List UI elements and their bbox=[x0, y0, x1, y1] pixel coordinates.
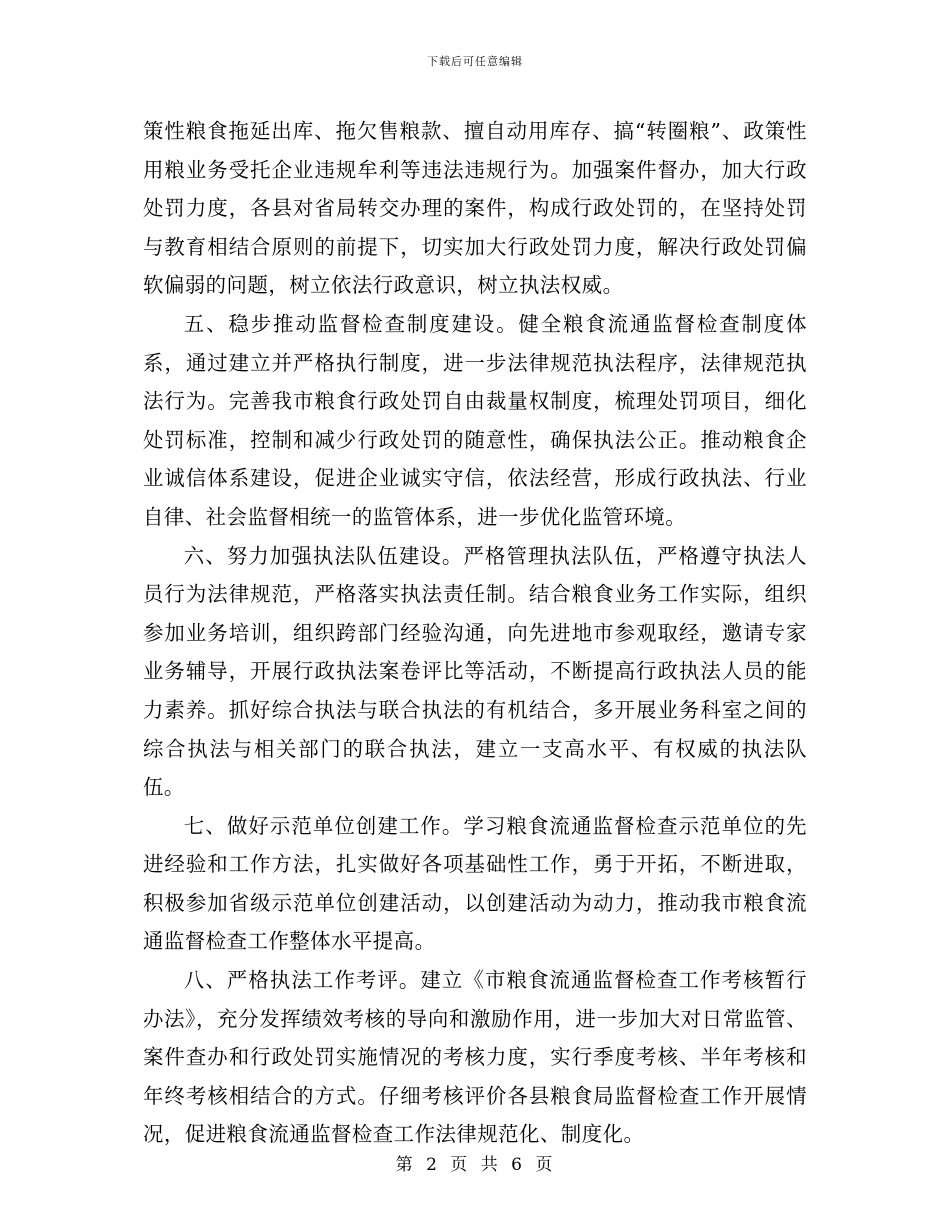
paragraph-continued: 策性粮食拖延出库、拖欠售粮款、擅自动用库存、搞“转圈粮”、政策性用粮业务受托企业违规牟利等违法违规行为。加强案件督办，加大行政处罚力度，各县对省局转交办理的案件，构成行政处罚的，在坚持处罚与教育相结合原则的前提下，切实加大行政处罚力度，解决行政处罚偏软偏弱的问题，树立依法行政意识，树立执法权威。 bbox=[143, 119, 807, 298]
page-number: 第 2 页 共 6 页 bbox=[395, 1155, 555, 1175]
page-header: 下载后可任意编辑 bbox=[427, 55, 523, 68]
paragraph-section-5: 五、稳步推动监督检查制度建设。健全粮食流通监督检查制度体系，通过建立并严格执行制度，进一步法律规范执法程序，法律规范执法行为。完善我市粮食行政处罚自由裁量权制度，梳理处罚项目，细化处罚标准，控制和减少行政处罚的随意性，确保执法公正。推动粮食企业诚信体系建设，促进企业诚实守信，依法经营，形成行政执法、行业自律、社会监督相统一的监管体系，进一步优化监管环境。 bbox=[143, 311, 807, 529]
paragraph-section-6: 六、努力加强执法队伍建设。严格管理执法队伍，严格遵守执法人员行为法律规范，严格落实执法责任制。结合粮食业务工作实际，组织参加业务培训，组织跨部门经验沟通，向先进地市参观取经，邀请专家业务辅导，开展行政执法案卷评比等活动，不断提高行政执法人员的能力素养。抓好综合执法与联合执法的有机结合，多开展业务科室之间的综合执法与相关部门的联合执法，建立一支高水平、有权威的执法队伍。 bbox=[143, 543, 807, 800]
paragraph-section-8: 八、严格执法工作考评。建立《市粮食流通监督检查工作考核暂行办法》，充分发挥绩效考核的导向和激励作用，进一步加大对日常监管、案件查办和行政处罚实施情况的考核力度，实行季度考核、半年考核和年终考核相结合的方式。仔细考核评价各县粮食局监督检查工作开展情况，促进粮食流通监督检查工作法律规范化、制度化。 bbox=[143, 968, 807, 1147]
document-body bbox=[143, 112, 807, 1154]
paragraph-section-7: 七、做好示范单位创建工作。学习粮食流通监督检查示范单位的先进经验和工作方法，扎实做好各项基础性工作，勇于开拓，不断进取，积极参加省级示范单位创建活动，以创建活动为动力，推动我市粮食流通监督检查工作整体水平提高。 bbox=[143, 813, 807, 954]
